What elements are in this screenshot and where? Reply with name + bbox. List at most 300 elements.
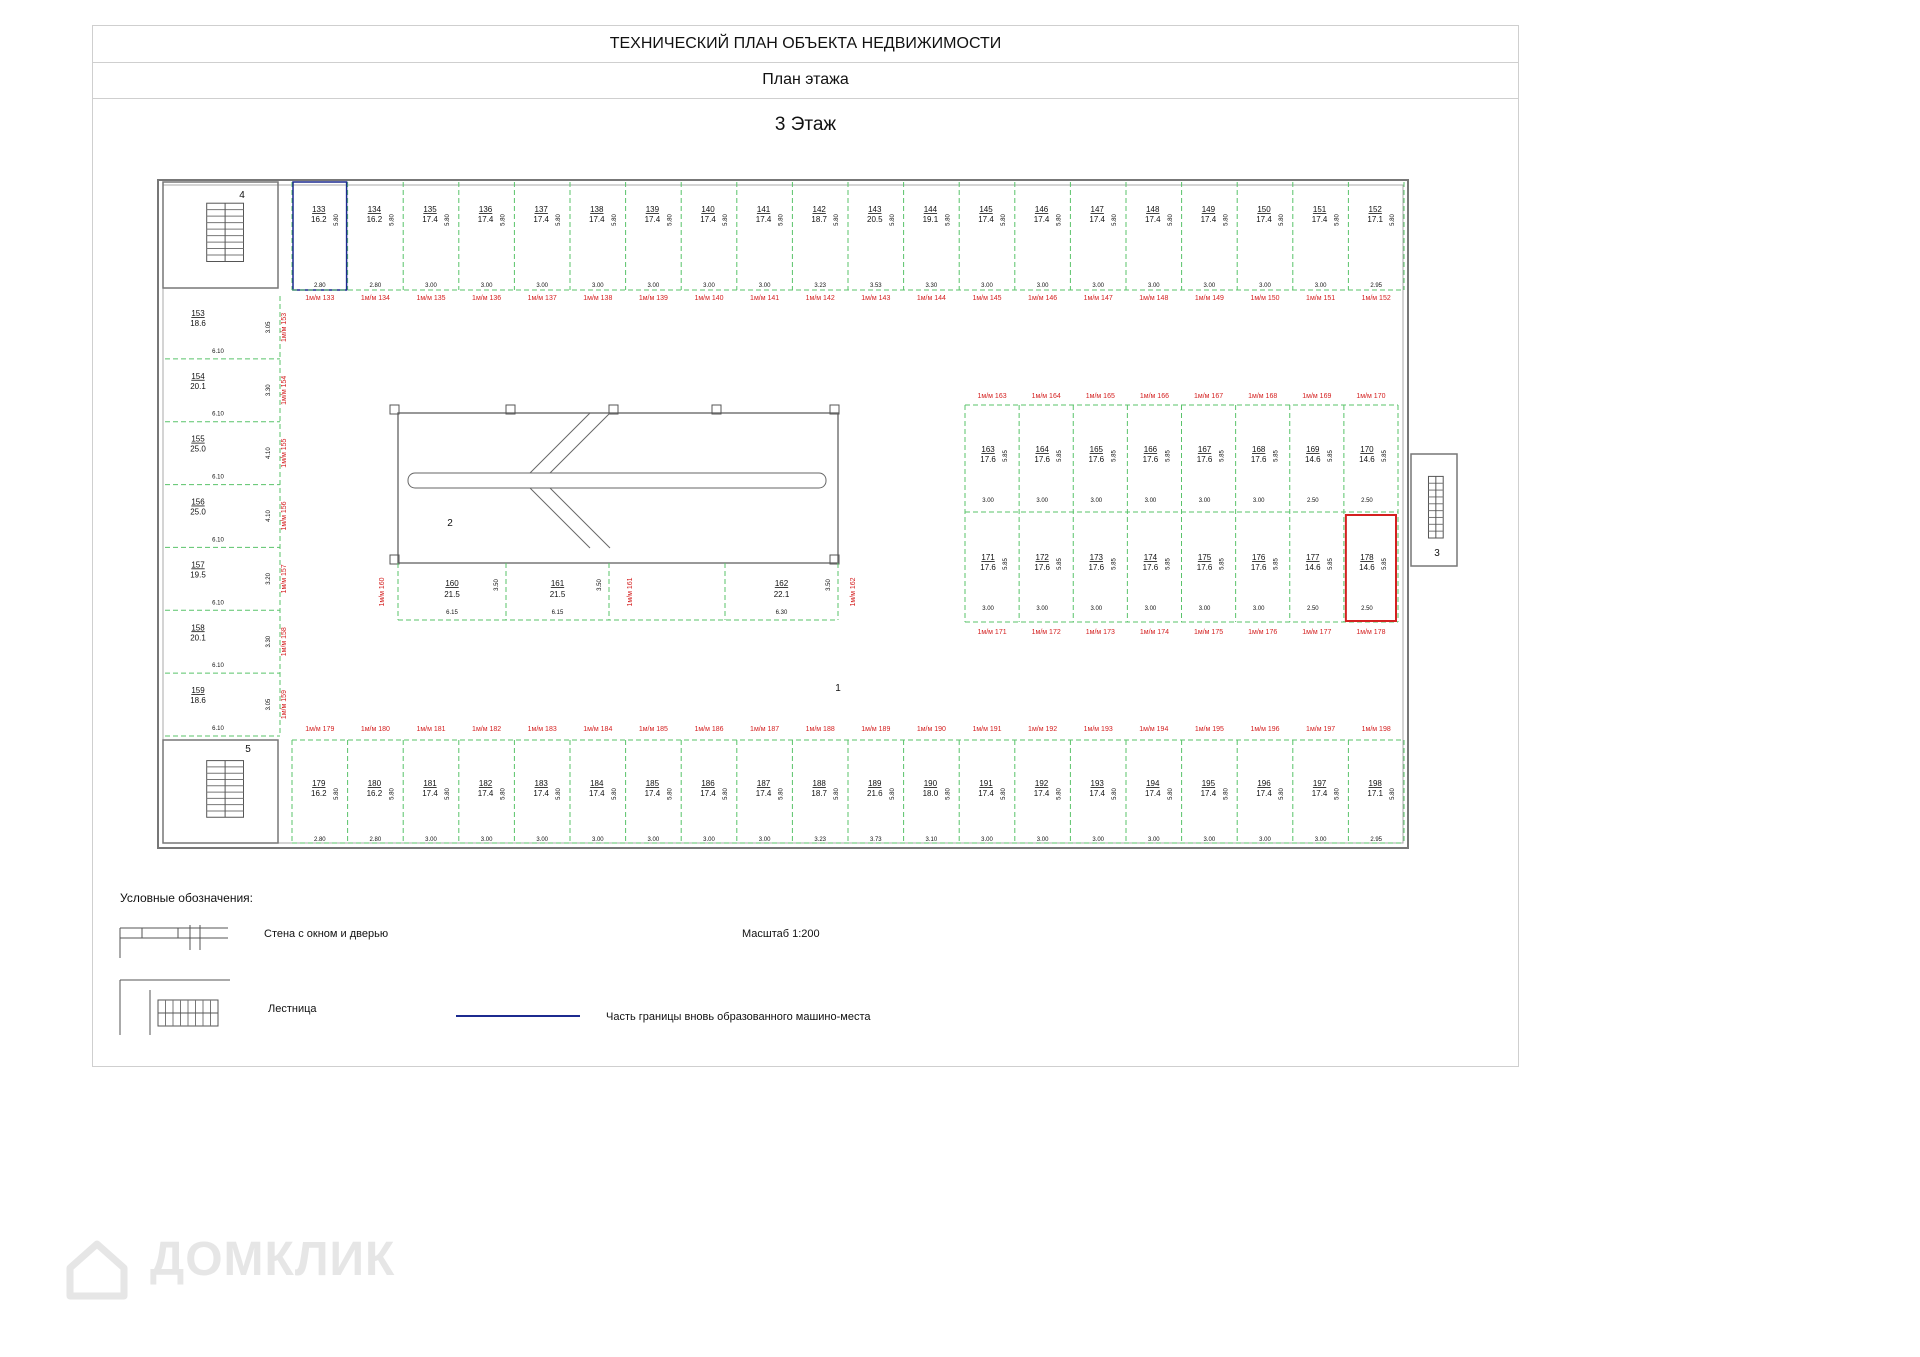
center-row-space-area: 21.5 bbox=[444, 590, 460, 599]
bottom-row-mm-label: 1м/м 183 bbox=[527, 726, 557, 733]
left-col-space-number: 156 bbox=[191, 497, 205, 507]
top-row-mm-label: 1м/м 144 bbox=[916, 295, 946, 302]
bottom-row-space-number: 196 bbox=[1257, 779, 1271, 788]
island-space-width: 3.00 bbox=[1036, 606, 1049, 612]
bottom-row-space-depth: 5.80 bbox=[1001, 788, 1007, 800]
left-col-mm-label: 1м/м 156 bbox=[281, 501, 288, 531]
top-row-space-number: 140 bbox=[701, 205, 715, 214]
bottom-row-space-depth: 5.80 bbox=[500, 788, 507, 800]
bottom-row-mm-label: 1м/м 190 bbox=[916, 726, 946, 733]
top-row-space-width: 3.53 bbox=[869, 283, 882, 289]
left-col-space-depth: 6.10 bbox=[212, 348, 224, 355]
legend-title: Условные обозначения: bbox=[120, 891, 253, 905]
island-space-area: 17.6 bbox=[980, 455, 996, 464]
top-row-space-area: 17.4 bbox=[700, 215, 716, 224]
top-row-space-number: 146 bbox=[1034, 205, 1049, 214]
left-col-space-depth: 6.10 bbox=[212, 726, 224, 732]
island-mm-label: 1м/м 170 bbox=[1356, 393, 1386, 400]
island-space-depth: 5.85 bbox=[1273, 558, 1280, 570]
island-space-depth: 5.85 bbox=[1003, 450, 1010, 462]
top-row-space-depth: 5.80 bbox=[1334, 214, 1341, 226]
left-col-space-width: 3.05 bbox=[266, 698, 272, 711]
top-row-space-area: 17.4 bbox=[422, 215, 438, 224]
center-row-space-width: 6.15 bbox=[446, 610, 458, 616]
ramp-diagonal bbox=[530, 488, 590, 548]
bottom-row-space-width: 3.00 bbox=[480, 837, 493, 843]
left-col-space-depth: 6.10 bbox=[212, 600, 224, 607]
bottom-row-space-area: 17.4 bbox=[1033, 789, 1050, 798]
island-space-depth: 5.85 bbox=[1057, 450, 1064, 462]
island-space-area: 17.6 bbox=[1034, 563, 1050, 572]
top-row-space-area: 17.4 bbox=[978, 215, 994, 224]
island-space-number: 166 bbox=[1143, 445, 1158, 454]
bottom-row-space-area: 17.1 bbox=[1367, 789, 1383, 798]
island-mm-label: 1м/м 172 bbox=[1031, 629, 1061, 636]
left-col-mm-label: 1м/м 155 bbox=[281, 438, 288, 468]
top-row-space-width: 3.00 bbox=[425, 283, 437, 289]
top-row-space-depth: 5.80 bbox=[445, 214, 451, 226]
left-col-mm-label: 1м/м 158 bbox=[281, 627, 288, 657]
left-col-space-area: 20.1 bbox=[190, 633, 206, 643]
top-row-space-area: 17.4 bbox=[644, 215, 661, 224]
watermark: ДОМКЛИК bbox=[150, 1233, 396, 1286]
center-row-space-area: 21.5 bbox=[549, 590, 566, 599]
top-row-space-number: 138 bbox=[590, 205, 604, 214]
top-row-space-area: 17.4 bbox=[1256, 215, 1272, 224]
bottom-row-mm-label: 1м/м 188 bbox=[805, 726, 835, 733]
bottom-row-space-width: 3.00 bbox=[647, 837, 660, 843]
left-col-space-number: 157 bbox=[191, 560, 205, 570]
bottom-row-space-area: 16.2 bbox=[366, 789, 383, 798]
left-col-space-number: 158 bbox=[191, 623, 205, 633]
bottom-row-space-width: 3.00 bbox=[758, 837, 771, 843]
center-row-mm-label: 1м/м 160 bbox=[379, 577, 386, 607]
top-row-space-depth: 5.80 bbox=[1001, 214, 1007, 226]
stair-room-3-label: 3 bbox=[1434, 548, 1440, 559]
island-space-width: 3.00 bbox=[1144, 498, 1157, 504]
bottom-row-space-width: 3.23 bbox=[814, 837, 827, 843]
ramp-diagonal bbox=[530, 413, 590, 473]
island-mm-label: 1м/м 166 bbox=[1139, 393, 1169, 400]
top-row-space-width: 2.80 bbox=[369, 283, 382, 289]
bottom-row-space-area: 17.4 bbox=[533, 789, 549, 798]
top-row-space-number: 135 bbox=[423, 205, 437, 214]
island-space-width: 2.50 bbox=[1361, 498, 1373, 504]
top-row-space-depth: 5.80 bbox=[556, 214, 563, 226]
stair-room-5-block bbox=[163, 740, 278, 843]
bottom-row-space-depth: 5.80 bbox=[1390, 788, 1397, 800]
plan-title: ТЕХНИЧЕСКИЙ ПЛАН ОБЪЕКТА НЕДВИЖИМОСТИ bbox=[93, 26, 1518, 63]
left-col-space-area: 18.6 bbox=[190, 696, 206, 706]
top-row-space-area: 17.4 bbox=[755, 215, 772, 224]
top-row-mm-label: 1м/м 152 bbox=[1361, 295, 1391, 302]
top-row-space-area: 17.4 bbox=[1311, 215, 1328, 224]
top-row-space-depth: 5.80 bbox=[723, 214, 729, 226]
top-row-space-depth: 5.80 bbox=[611, 214, 618, 226]
outer-wall bbox=[158, 180, 1408, 848]
scale-label: Масштаб 1:200 bbox=[742, 928, 820, 940]
bottom-row-mm-label: 1м/м 182 bbox=[472, 726, 502, 733]
left-col-space-area: 18.6 bbox=[190, 319, 206, 328]
legend-wall-label: Стена с окном и дверью bbox=[264, 928, 389, 940]
island-mm-label: 1м/м 178 bbox=[1356, 629, 1386, 636]
island-space-number: 170 bbox=[1360, 445, 1374, 454]
island-space-width: 2.50 bbox=[1361, 606, 1373, 612]
top-row-space-width: 3.00 bbox=[1314, 283, 1327, 289]
bottom-row-space-number: 197 bbox=[1312, 779, 1327, 788]
bottom-row-mm-label: 1м/м 196 bbox=[1250, 726, 1280, 733]
top-row-mm-label: 1м/м 139 bbox=[638, 295, 668, 302]
island-space-depth: 5.85 bbox=[1381, 558, 1388, 570]
island-space-number: 178 bbox=[1360, 553, 1374, 562]
bottom-row-space-width: 2.95 bbox=[1370, 837, 1383, 843]
island-space-area: 17.6 bbox=[1196, 455, 1213, 464]
top-row-space-number: 145 bbox=[979, 205, 993, 214]
island-space-width: 3.00 bbox=[1252, 498, 1265, 504]
island-space-number: 175 bbox=[1197, 553, 1212, 562]
island-space-area: 14.6 bbox=[1305, 563, 1321, 572]
bottom-row-space-number: 181 bbox=[423, 779, 437, 788]
top-row-space-number: 136 bbox=[478, 205, 493, 214]
bottom-row-space-width: 2.80 bbox=[369, 837, 382, 843]
island-space-depth: 5.85 bbox=[1219, 558, 1226, 570]
island-space-depth: 5.85 bbox=[1003, 558, 1010, 570]
center-row-space-depth: 3.50 bbox=[494, 579, 500, 591]
island-space-depth: 5.85 bbox=[1273, 450, 1280, 462]
bottom-row-space-width: 3.00 bbox=[981, 837, 993, 843]
bottom-row-space-area: 18.0 bbox=[922, 789, 939, 798]
bottom-row-space-area: 17.4 bbox=[1089, 789, 1105, 798]
island-mm-label: 1м/м 165 bbox=[1085, 393, 1115, 400]
top-row-space-number: 141 bbox=[756, 205, 771, 214]
island-space-depth: 5.85 bbox=[1381, 450, 1388, 462]
island-space-depth: 5.85 bbox=[1057, 558, 1064, 570]
left-col-space-depth: 6.10 bbox=[212, 663, 224, 670]
top-row-space-area: 16.2 bbox=[366, 215, 383, 224]
top-row-space-depth: 5.80 bbox=[889, 214, 896, 226]
island-space-depth: 5.85 bbox=[1327, 450, 1334, 462]
bottom-row-mm-label: 1м/м 189 bbox=[861, 726, 891, 733]
island-mm-label: 1м/м 164 bbox=[1031, 393, 1061, 400]
bottom-row-space-depth: 5.80 bbox=[1167, 788, 1174, 800]
bottom-row-space-width: 3.00 bbox=[536, 837, 549, 843]
top-row-space-depth: 5.80 bbox=[834, 214, 841, 226]
island-mm-label: 1м/м 175 bbox=[1194, 629, 1224, 636]
island-space-number: 174 bbox=[1143, 553, 1158, 562]
top-row-space-depth: 5.80 bbox=[667, 214, 674, 226]
top-row-space-width: 3.30 bbox=[925, 283, 938, 289]
island-space-depth: 5.85 bbox=[1219, 450, 1226, 462]
island-space-area: 17.6 bbox=[1142, 455, 1159, 464]
island-mm-label: 1м/м 167 bbox=[1194, 393, 1224, 400]
top-row-space-number: 149 bbox=[1201, 205, 1216, 214]
island-space-number: 169 bbox=[1306, 445, 1320, 454]
top-row-space-number: 147 bbox=[1090, 205, 1104, 214]
left-col-space-area: 19.5 bbox=[190, 570, 206, 580]
top-row-space-number: 142 bbox=[812, 205, 826, 214]
bottom-row-space-number: 185 bbox=[645, 779, 660, 788]
island-space-number: 167 bbox=[1197, 445, 1212, 454]
top-row-space-area: 17.4 bbox=[1089, 215, 1105, 224]
island-space-number: 165 bbox=[1089, 445, 1103, 454]
bottom-row-space-depth: 5.80 bbox=[1056, 788, 1063, 800]
left-col-space-area: 25.0 bbox=[190, 444, 206, 454]
bottom-row-mm-label: 1м/м 195 bbox=[1194, 726, 1224, 733]
floor-title: 3 Этаж bbox=[774, 114, 837, 135]
bottom-row-space-width: 3.00 bbox=[1092, 837, 1105, 843]
island-space-width: 3.00 bbox=[1198, 498, 1211, 504]
bottom-row-space-number: 187 bbox=[756, 779, 771, 788]
left-col-space-area: 20.1 bbox=[190, 381, 206, 391]
center-row-space-depth: 3.50 bbox=[597, 579, 603, 591]
top-row-space-depth: 5.80 bbox=[945, 214, 952, 226]
top-row-mm-label: 1м/м 135 bbox=[416, 295, 446, 302]
island-space-width: 3.00 bbox=[982, 498, 994, 504]
left-col-mm-label: 1м/м 153 bbox=[281, 312, 288, 342]
top-row-space-area: 20.5 bbox=[867, 215, 883, 224]
top-row-space-number: 139 bbox=[645, 205, 660, 214]
top-row-space-width: 3.00 bbox=[647, 283, 660, 289]
top-row-mm-label: 1м/м 146 bbox=[1028, 295, 1058, 302]
stair-room-4-label: 4 bbox=[239, 190, 245, 201]
center-row-mm-label: 1м/м 161 bbox=[627, 577, 634, 607]
top-row-space-width: 2.80 bbox=[313, 283, 326, 289]
bottom-row-space-depth: 5.80 bbox=[723, 788, 729, 800]
bottom-row-space-area: 17.4 bbox=[477, 789, 494, 798]
top-row-highlight-box bbox=[293, 182, 347, 290]
top-row-space-width: 3.00 bbox=[536, 283, 549, 289]
island-mm-label: 1м/м 174 bbox=[1139, 629, 1169, 636]
bottom-row-space-number: 184 bbox=[590, 779, 604, 788]
inner-wall bbox=[163, 185, 1403, 843]
bottom-row-space-depth: 5.80 bbox=[389, 788, 396, 800]
top-row-space-depth: 5.80 bbox=[778, 214, 785, 226]
bottom-row-space-number: 183 bbox=[534, 779, 548, 788]
top-row-space-depth: 5.80 bbox=[389, 214, 396, 226]
top-row-space-width: 3.00 bbox=[758, 283, 771, 289]
bottom-row-space-number: 195 bbox=[1201, 779, 1216, 788]
bottom-row-space-area: 16.2 bbox=[311, 789, 327, 798]
top-row-space-depth: 5.80 bbox=[1112, 214, 1119, 226]
left-col-space-number: 155 bbox=[191, 434, 205, 444]
island-space-width: 3.00 bbox=[1090, 606, 1103, 612]
top-row-space-width: 3.00 bbox=[480, 283, 493, 289]
top-row-space-area: 17.4 bbox=[589, 215, 605, 224]
top-row-space-depth: 5.80 bbox=[333, 214, 340, 226]
island-space-area: 17.6 bbox=[1034, 455, 1050, 464]
top-row-mm-label: 1м/м 141 bbox=[750, 295, 780, 302]
watermark-house-icon bbox=[64, 1238, 130, 1302]
bottom-row-space-width: 3.00 bbox=[1036, 837, 1049, 843]
bottom-row-space-area: 17.4 bbox=[1145, 789, 1161, 798]
island-space-width: 2.50 bbox=[1306, 498, 1319, 504]
bottom-row-space-number: 180 bbox=[367, 779, 382, 788]
left-col-space-number: 153 bbox=[191, 309, 205, 318]
bottom-row-space-area: 17.4 bbox=[1256, 789, 1272, 798]
bottom-row-space-number: 186 bbox=[701, 779, 715, 788]
island-space-width: 3.00 bbox=[1144, 606, 1157, 612]
top-row-space-depth: 5.80 bbox=[1056, 214, 1063, 226]
top-row-space-width: 3.00 bbox=[1203, 283, 1216, 289]
island-mm-label: 1м/м 168 bbox=[1248, 393, 1278, 400]
top-row-mm-label: 1м/м 138 bbox=[583, 295, 613, 302]
island-space-number: 172 bbox=[1035, 553, 1049, 562]
top-row-space-depth: 5.80 bbox=[1167, 214, 1174, 226]
bottom-row-space-depth: 5.80 bbox=[889, 788, 896, 800]
island-space-area: 17.6 bbox=[1250, 563, 1267, 572]
top-row-space-area: 18.7 bbox=[811, 215, 827, 224]
left-col-space-width: 3.20 bbox=[266, 573, 272, 585]
island-mm-label: 1м/м 176 bbox=[1248, 629, 1278, 636]
left-col-mm-label: 1м/м 159 bbox=[281, 690, 288, 720]
island-space-area: 17.6 bbox=[1142, 563, 1159, 572]
top-row-space-width: 3.00 bbox=[1147, 283, 1160, 289]
bottom-row-space-number: 198 bbox=[1368, 779, 1382, 788]
top-row-mm-label: 1м/м 134 bbox=[360, 295, 390, 302]
bottom-row-space-depth: 5.80 bbox=[445, 788, 451, 800]
bottom-row-space-depth: 5.80 bbox=[834, 788, 841, 800]
top-row-space-width: 3.00 bbox=[1092, 283, 1105, 289]
bottom-row-space-depth: 5.80 bbox=[1223, 788, 1230, 800]
top-row-mm-label: 1м/м 142 bbox=[805, 295, 835, 302]
legend-boundary-label: Часть границы вновь образованного машино-места bbox=[606, 1011, 871, 1023]
ramp-room-label: 2 bbox=[447, 518, 453, 529]
island-space-width: 2.50 bbox=[1306, 606, 1319, 612]
left-col-space-width: 3.30 bbox=[266, 384, 272, 397]
bottom-row-mm-label: 1м/м 185 bbox=[638, 726, 668, 733]
top-row-space-number: 151 bbox=[1312, 205, 1327, 214]
bottom-row-space-number: 190 bbox=[923, 779, 938, 788]
top-row-mm-label: 1м/м 147 bbox=[1083, 295, 1113, 302]
top-row-space-number: 143 bbox=[868, 205, 882, 214]
island-space-area: 14.6 bbox=[1359, 563, 1375, 572]
island-mm-label: 1м/м 173 bbox=[1085, 629, 1115, 636]
bottom-row-space-depth: 5.80 bbox=[778, 788, 785, 800]
top-row-mm-label: 1м/м 148 bbox=[1139, 295, 1169, 302]
bottom-row-mm-label: 1м/м 186 bbox=[694, 726, 724, 733]
stair-room-4-block bbox=[163, 182, 278, 288]
island-space-depth: 5.85 bbox=[1165, 450, 1172, 462]
bottom-row-space-depth: 5.80 bbox=[611, 788, 618, 800]
bottom-row-space-depth: 5.80 bbox=[556, 788, 563, 800]
top-row-space-area: 17.4 bbox=[533, 215, 549, 224]
bottom-row-space-depth: 5.80 bbox=[945, 788, 952, 800]
top-row-space-number: 148 bbox=[1146, 205, 1160, 214]
top-row-space-area: 19.1 bbox=[922, 215, 939, 224]
top-row-space-width: 3.23 bbox=[814, 283, 827, 289]
top-row-space-area: 17.4 bbox=[1145, 215, 1161, 224]
stair-room-5-label: 5 bbox=[245, 744, 251, 755]
island-space-width: 3.00 bbox=[1090, 498, 1103, 504]
left-col-mm-label: 1м/м 157 bbox=[281, 564, 288, 594]
left-col-space-depth: 6.10 bbox=[212, 411, 224, 418]
bottom-row-space-number: 193 bbox=[1090, 779, 1104, 788]
bottom-row-space-number: 188 bbox=[812, 779, 826, 788]
island-space-area: 17.6 bbox=[980, 563, 996, 572]
top-row-space-width: 3.00 bbox=[1036, 283, 1049, 289]
island-mm-label: 1м/м 169 bbox=[1302, 393, 1332, 400]
island-mm-label: 1м/м 177 bbox=[1302, 629, 1332, 636]
island-space-depth: 5.85 bbox=[1111, 558, 1118, 570]
left-col-space-area: 25.0 bbox=[190, 507, 206, 517]
island-space-width: 3.00 bbox=[982, 606, 994, 612]
top-row-space-number: 150 bbox=[1257, 205, 1271, 214]
left-col-space-depth: 6.10 bbox=[212, 537, 224, 544]
island-space-number: 177 bbox=[1306, 553, 1320, 562]
bottom-row-space-area: 17.4 bbox=[589, 789, 605, 798]
bottom-row-space-depth: 5.80 bbox=[667, 788, 674, 800]
island-space-depth: 5.85 bbox=[1165, 558, 1172, 570]
bottom-row-space-number: 189 bbox=[868, 779, 882, 788]
bottom-row-space-depth: 5.80 bbox=[333, 788, 340, 800]
top-row-space-number: 134 bbox=[367, 205, 382, 214]
bottom-row-mm-label: 1м/м 194 bbox=[1139, 726, 1169, 733]
left-col-space-number: 154 bbox=[191, 371, 205, 381]
bottom-row-space-width: 3.00 bbox=[703, 837, 715, 843]
top-row-space-area: 17.4 bbox=[1200, 215, 1217, 224]
center-row-space-area: 22.1 bbox=[773, 590, 790, 599]
island-space-number: 176 bbox=[1252, 553, 1266, 562]
top-row-mm-label: 1м/м 151 bbox=[1306, 295, 1336, 302]
island-space-number: 164 bbox=[1035, 445, 1049, 454]
legend-window-symbol bbox=[142, 928, 178, 938]
bottom-row-mm-label: 1м/м 192 bbox=[1028, 726, 1058, 733]
bottom-row-space-width: 3.00 bbox=[1314, 837, 1327, 843]
top-row-space-width: 3.00 bbox=[591, 283, 604, 289]
top-row-mm-label: 1м/м 137 bbox=[527, 295, 557, 302]
bottom-row-mm-label: 1м/м 179 bbox=[305, 726, 335, 733]
bottom-row-mm-label: 1м/м 197 bbox=[1306, 726, 1336, 733]
plan-subtitle: План этажа bbox=[93, 62, 1518, 99]
bottom-row-space-area: 21.6 bbox=[867, 789, 883, 798]
center-row-space-width: 6.30 bbox=[775, 610, 788, 616]
island-space-width: 3.00 bbox=[1252, 606, 1265, 612]
top-row-space-width: 3.00 bbox=[981, 283, 993, 289]
top-row-mm-label: 1м/м 145 bbox=[972, 295, 1002, 302]
center-row-space-number: 161 bbox=[550, 579, 565, 588]
bottom-row-space-width: 3.00 bbox=[591, 837, 604, 843]
bottom-row-space-depth: 5.80 bbox=[1334, 788, 1341, 800]
bottom-row-mm-label: 1м/м 193 bbox=[1083, 726, 1113, 733]
legend-stairs-label: Лестница bbox=[268, 1003, 317, 1015]
island-space-width: 3.00 bbox=[1198, 606, 1211, 612]
top-row-space-width: 3.00 bbox=[703, 283, 715, 289]
top-row-space-number: 133 bbox=[312, 205, 326, 214]
top-row-mm-label: 1м/м 150 bbox=[1250, 295, 1280, 302]
bottom-row-space-width: 3.73 bbox=[869, 837, 882, 843]
center-row-mm-label: 1м/м 162 bbox=[850, 577, 857, 607]
bottom-row-space-width: 2.80 bbox=[313, 837, 326, 843]
bottom-row-space-number: 179 bbox=[312, 779, 326, 788]
bottom-row-space-number: 194 bbox=[1146, 779, 1160, 788]
left-col-space-number: 159 bbox=[191, 686, 205, 696]
top-row-space-area: 17.1 bbox=[1367, 215, 1383, 224]
island-space-area: 14.6 bbox=[1305, 455, 1321, 464]
bottom-row-space-area: 18.7 bbox=[811, 789, 827, 798]
bottom-row-space-number: 182 bbox=[478, 779, 493, 788]
center-row-space-number: 162 bbox=[774, 579, 789, 588]
island-space-number: 173 bbox=[1089, 553, 1103, 562]
driveway-room-label: 1 bbox=[835, 683, 841, 694]
top-row-space-area: 17.4 bbox=[1033, 215, 1050, 224]
island-space-area: 14.6 bbox=[1359, 455, 1375, 464]
top-row-space-depth: 5.80 bbox=[500, 214, 507, 226]
bottom-row-mm-label: 1м/м 184 bbox=[583, 726, 613, 733]
island-mm-label: 1м/м 163 bbox=[977, 393, 1007, 400]
center-row-space-depth: 3.50 bbox=[826, 579, 832, 591]
island-space-area: 17.6 bbox=[1250, 455, 1267, 464]
top-row-space-area: 17.4 bbox=[477, 215, 494, 224]
